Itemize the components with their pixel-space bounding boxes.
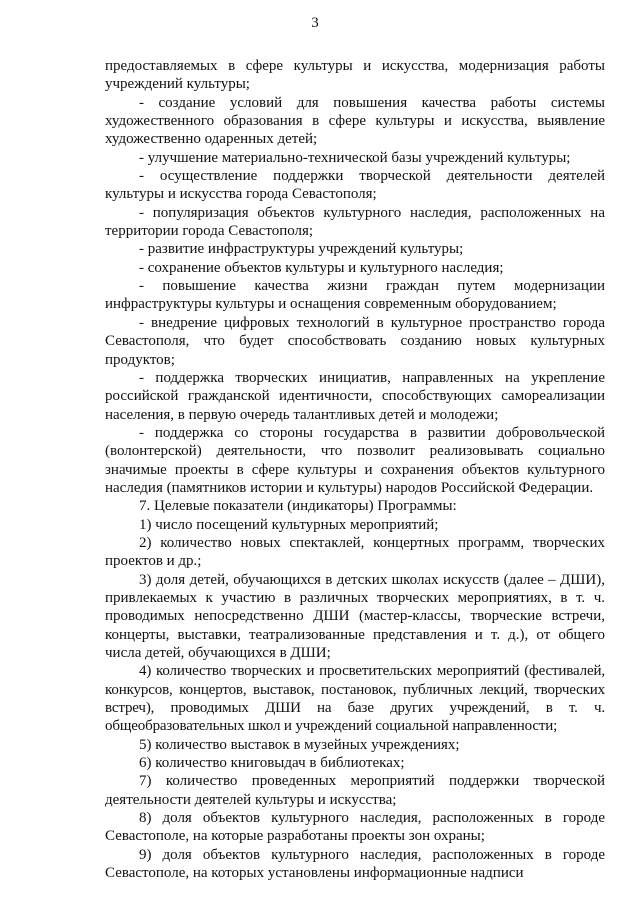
list-item: - внедрение цифровых технологий в культурное пространство города Севастополя, что будет способствовать созданию новых культурных продуктов; <box>105 314 605 368</box>
indicator-item: 3) доля детей, обучающихся в детских школах искусств (далее – ДШИ), привлекаемых к участию в различных творческих мероприятиях, в т. ч. проводимых непосредственно ДШИ (мастер-классы, творческие встречи, концерты, выставки, театрализованные представления и т. д.), от общего числа детей, обучающихся в ДШИ; <box>105 571 605 661</box>
paragraph: предоставляемых в сфере культуры и искусства, модернизация работы учреждений культуры; <box>105 58 605 93</box>
indicator-item: 5) количество выставок в музейных учреждениях; <box>139 736 460 753</box>
list-item: - поддержка со стороны государства в развитии добровольческой (волонтерской) деятельности, что позволит реализовывать социально значимые проекты в сфере культуры и сохранения объектов культурного наследия (памятников истории и культуры) народов Российской Федерации. <box>105 424 605 496</box>
page-number: 3 <box>311 15 319 31</box>
indicator-item: 9) доля объектов культурного наследия, расположенных в городе Севастополе, на которых установлены информационные надписи <box>105 846 605 882</box>
indicator-item: 8) доля объектов культурного наследия, расположенных в городе Севастополе, на которые разработаны проекты зон охраны; <box>105 810 605 845</box>
indicator-item: 4) количество творческих и просветительских мероприятий (фестивалей, конкурсов, концертов, выставок, постановок, публичных лекций, творческих встреч), проводимых ДШИ на базе других учреждений, в т. ч. общеобразовательных школ и учреждений социальной направленности; <box>105 663 605 735</box>
section-heading: 7. Целевые показатели (индикаторы) Программы: <box>139 498 457 515</box>
list-item: - улучшение материально-технической базы учреждений культуры; <box>139 149 571 166</box>
indicator-item: 2) количество новых спектаклей, концертных программ, творческих проектов и др.; <box>105 534 605 570</box>
list-item: - развитие инфраструктуры учреждений культуры; <box>139 241 464 258</box>
list-item: - поддержка творческих инициатив, направленных на укрепление российской гражданской идентичности, способствующих самореализации населения, в первую очередь талантливых детей и молодежи; <box>105 369 605 423</box>
indicator-item: 7) количество проведенных мероприятий поддержки творческой деятельности деятелей культуры и искусства; <box>105 773 605 808</box>
list-item: - создание условий для повышения качества работы системы художественного образования в сфере культуры и искусства, выявление художественно одаренных детей; <box>105 94 605 148</box>
indicator-item: 1) число посещений культурных мероприятий; <box>139 516 439 533</box>
indicator-item: 6) количество книговыдач в библиотеках; <box>139 755 405 772</box>
list-item: - сохранение объектов культуры и культурного наследия; <box>139 259 504 276</box>
list-item: - популяризация объектов культурного наследия, расположенных на территории города Севастополя; <box>105 204 605 240</box>
document-body <box>105 57 605 882</box>
list-item: - повышение качества жизни граждан путем модернизации инфраструктуры культуры и оснащения современным оборудованием; <box>105 278 605 313</box>
list-item: - осуществление поддержки творческой деятельности деятелей культуры и искусства города Севастополя; <box>105 168 605 203</box>
